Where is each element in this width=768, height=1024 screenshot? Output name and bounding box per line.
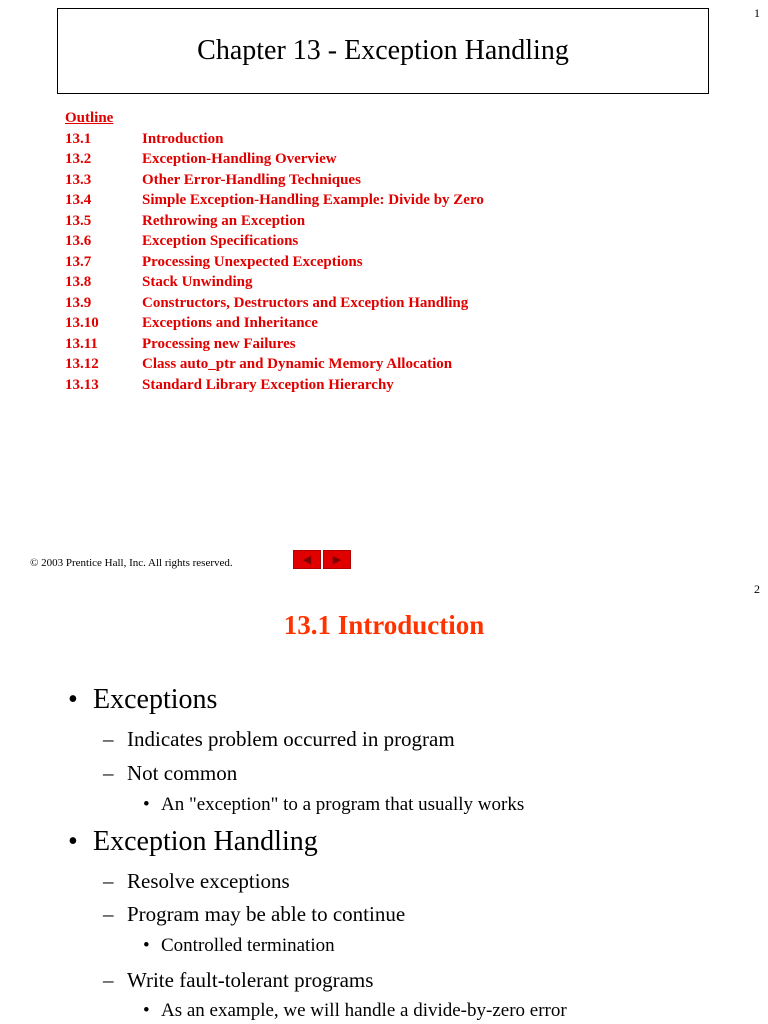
outline-number: 13.1 xyxy=(65,130,92,147)
bullet-text: Write fault-tolerant programs xyxy=(127,968,374,992)
outline-label: Exception Specifications xyxy=(142,233,299,249)
next-slide-button[interactable] xyxy=(323,550,351,569)
outline-number: 13.9 xyxy=(65,294,92,311)
outline-number: 13.8 xyxy=(65,274,92,290)
outline-item[interactable] xyxy=(65,334,484,355)
bullet-text: Program may be able to continue xyxy=(127,902,406,926)
bullet-text: As an example, we will handle a divide-by-zero error xyxy=(161,1000,567,1021)
dash-icon: – xyxy=(103,968,114,992)
sub-sub-bullet-item xyxy=(143,935,335,957)
bullet-text: Resolve exceptions xyxy=(127,869,290,893)
outline-label: Exception-Handling Overview xyxy=(142,151,337,167)
outline-item[interactable] xyxy=(65,252,484,273)
outline-label: Processing new Failures xyxy=(142,335,296,352)
prev-arrow-icon: ◀ xyxy=(302,554,312,566)
copyright-notice: © 2003 Prentice Hall, Inc. All rights reserved. xyxy=(30,557,233,569)
dash-icon: – xyxy=(103,761,114,785)
page-number: 2 xyxy=(754,582,760,596)
bullet-icon: • xyxy=(143,1000,150,1021)
bullet-icon: • xyxy=(68,826,78,857)
outline-number: 13.2 xyxy=(65,151,92,167)
outline-label: Introduction xyxy=(142,130,224,147)
sub-bullet-item xyxy=(103,727,455,752)
dash-icon: – xyxy=(103,727,114,751)
bullet-text: Controlled termination xyxy=(161,935,335,956)
outline-item[interactable] xyxy=(65,231,484,252)
bullet-item xyxy=(68,826,318,858)
outline-label: Simple Exception-Handling Example: Divide by Zero xyxy=(142,192,484,208)
bullet-icon: • xyxy=(68,684,78,715)
outline-item[interactable] xyxy=(65,293,484,314)
outline xyxy=(65,108,484,395)
dash-icon: – xyxy=(103,869,114,893)
sub-sub-bullet-item xyxy=(143,794,525,816)
outline-item[interactable] xyxy=(65,354,484,375)
outline-number: 13.6 xyxy=(65,233,92,249)
sub-bullet-item xyxy=(103,968,374,993)
bullet-text: An "exception" to a program that usually works xyxy=(161,794,525,815)
dash-icon: – xyxy=(103,902,114,926)
outline-label: Stack Unwinding xyxy=(142,274,253,290)
outline-number: 13.4 xyxy=(65,192,92,208)
bullet-text: Indicates problem occurred in program xyxy=(127,727,455,751)
outline-number: 13.5 xyxy=(65,212,92,229)
outline-item[interactable] xyxy=(65,272,484,293)
outline-label: Exceptions and Inheritance xyxy=(142,315,318,331)
outline-number: 13.13 xyxy=(65,376,99,393)
next-arrow-icon: ▶ xyxy=(332,554,342,566)
outline-item[interactable] xyxy=(65,190,484,211)
outline-label: Constructors, Destructors and Exception Handling xyxy=(142,294,469,311)
outline-label: Processing Unexpected Exceptions xyxy=(142,253,363,270)
bullet-item xyxy=(68,684,218,716)
sub-sub-bullet-item xyxy=(143,1000,567,1022)
slide-navigation xyxy=(293,550,351,569)
bullet-icon: • xyxy=(143,935,150,956)
outline-number: 13.12 xyxy=(65,356,99,372)
outline-number: 13.11 xyxy=(65,335,98,352)
outline-label: Standard Library Exception Hierarchy xyxy=(142,376,394,393)
bullet-text: Exception Handling xyxy=(93,826,318,857)
section-title: 13.1 Introduction xyxy=(283,610,485,640)
outline-label: Class auto_ptr and Dynamic Memory Allocation xyxy=(142,356,453,372)
bullet-icon: • xyxy=(143,794,150,815)
bullet-text: Not common xyxy=(127,761,238,785)
outline-item[interactable] xyxy=(65,170,484,191)
bullet-text: Exceptions xyxy=(93,684,218,715)
sub-bullet-item xyxy=(103,902,406,927)
prev-slide-button[interactable] xyxy=(293,550,321,569)
outline-label: Other Error-Handling Techniques xyxy=(142,171,361,188)
outline-number: 13.10 xyxy=(65,315,99,331)
sub-bullet-item xyxy=(103,869,290,894)
outline-item[interactable] xyxy=(65,375,484,396)
outline-item[interactable] xyxy=(65,129,484,150)
page-number: 1 xyxy=(754,6,760,20)
outline-heading[interactable]: Outline xyxy=(65,110,114,126)
outline-label: Rethrowing an Exception xyxy=(142,212,306,229)
outline-item[interactable] xyxy=(65,313,484,334)
outline-number: 13.7 xyxy=(65,253,92,270)
slide-title: Chapter 13 - Exception Handling xyxy=(197,35,569,66)
outline-number: 13.3 xyxy=(65,171,92,188)
outline-item[interactable] xyxy=(65,211,484,232)
slide-title-box xyxy=(57,8,709,94)
sub-bullet-item xyxy=(103,761,238,786)
outline-item[interactable] xyxy=(65,149,484,170)
